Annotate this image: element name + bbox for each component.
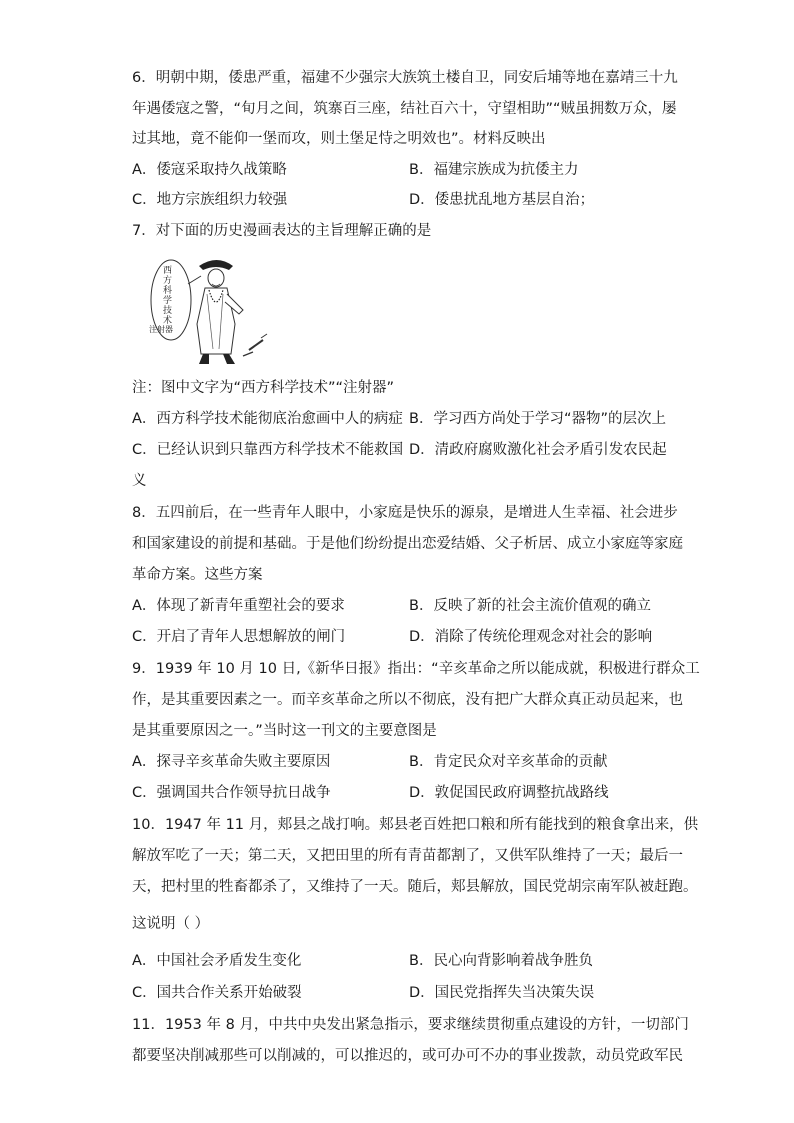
q10-option-a: A．中国社会矛盾发生变化 [132,953,302,969]
q8-option-c: C．开启了青年人思想解放的闸门 [132,629,346,645]
q9-stem-line-1: 9．1939 年 10 月 10 日,《新华日报》指出：“辛亥革命之所以能成就，积极进行群众工 [132,661,700,677]
q8-stem-line-3: 革命方案。这些方案 [132,567,263,583]
q10-stem-line-2: 解放军吃了一天；第二天，又把田里的所有青苗都割了，又供军队维持了一天；最后一 [132,848,683,864]
q10-stem-line-1: 10．1947 年 11 月，郏县之战打响。郏县老百姓把口粮和所有能找到的粮食拿出来，供 [132,817,699,833]
q9-option-a: A．探寻辛亥革命失败主要原因 [132,754,331,770]
q9-stem-line-2: 作，是其重要因素之一。而辛亥革命之所以不彻底，没有把广大群众真正动员起来，也 [132,692,683,708]
q9-option-d: D．敦促国民政府调整抗战路线 [409,785,609,801]
q8-option-a: A．体现了新青年重塑社会的要求 [132,598,345,614]
history-cartoon [143,254,269,370]
q7-option-d-continued: 义 [132,473,147,489]
q6-stem-line-3: 过其地，竟不能仰一堡而攻，则土堡足恃之明效也”。材料反映出 [132,131,546,147]
q8-option-b: B．反映了新的社会主流价值观的确立 [409,598,651,614]
q7-option-d: D．清政府腐败激化社会矛盾引发农民起 [409,442,667,458]
q10-option-c: C．国共合作关系开始破裂 [132,985,302,1001]
q10-stem-line-3: 天，把村里的牲畜都杀了，又维持了一天。随后，郏县解放，国民党胡宗南军队被赶跑。 [132,879,698,895]
q7-option-a: A．西方科学技术能彻底治愈画中人的病症 [132,411,403,427]
q7-note: 注：图中文字为“西方科学技术”“注射器” [132,380,395,396]
q6-option-c: C．地方宗族组织力较强 [132,192,288,208]
balloon-text: 西方科学技术 [163,266,173,326]
q9-option-b: B．肯定民众对辛亥革命的贡献 [409,754,608,770]
q6-option-a: A．倭寇采取持久战策略 [132,162,287,178]
q8-stem-line-2: 和国家建设的前提和基础。于是他们纷纷提出恋爱结婚、父子析居、成立小家庭等家庭 [132,536,683,552]
q7-option-b: B．学习西方尚处于学习“器物”的层次上 [409,411,666,427]
q9-option-c: C．强调国共合作领导抗日战争 [132,785,331,801]
q10-option-d: D．国民党指挥失当决策失误 [409,985,595,1001]
q6-stem-line-1: 6．明朝中期，倭患严重，福建不少强宗大族筑土楼自卫，同安后埔等地在嘉靖三十九 [132,70,678,86]
q9-stem-line-3: 是其重要原因之一。”当时这一刊文的主要意图是 [132,723,437,739]
q6-stem-line-2: 年遇倭寇之警，“旬月之间，筑寨百三座，结社百六十，守望相助”“贼虽拥数万众，屡 [132,101,677,117]
official-with-syringe-cartoon-icon [143,254,269,370]
q10-option-b: B．民心向背影响着战争胜负 [409,953,593,969]
q11-stem-line-1: 11．1953 年 8 月，中共中央发出紧急指示，要求继续贯彻重点建设的方针，一切部门 [132,1017,689,1033]
q8-stem-line-1: 8．五四前后，在一些青年人眼中，小家庭是快乐的源泉，是增进人生幸福、社会进步 [132,505,678,521]
q7-stem: 7．对下面的历史漫画表达的主旨理解正确的是 [132,223,432,239]
q8-option-d: D．消除了传统伦理观念对社会的影响 [409,629,653,645]
q6-option-d: D．倭患扰乱地方基层自治； [409,192,595,208]
q6-option-b: B．福建宗族成为抗倭主力 [409,162,579,178]
tool-text: 注射器 [149,325,173,334]
q10-stem-line-4: 这说明（ ） [132,916,210,932]
q11-stem-line-2: 都要坚决削减那些可以削减的，可以推迟的，或可办可不办的事业拨款，动员党政军民 [132,1048,683,1064]
q7-option-c: C．已经认识到只靠西方科学技术不能救国 [132,442,404,458]
